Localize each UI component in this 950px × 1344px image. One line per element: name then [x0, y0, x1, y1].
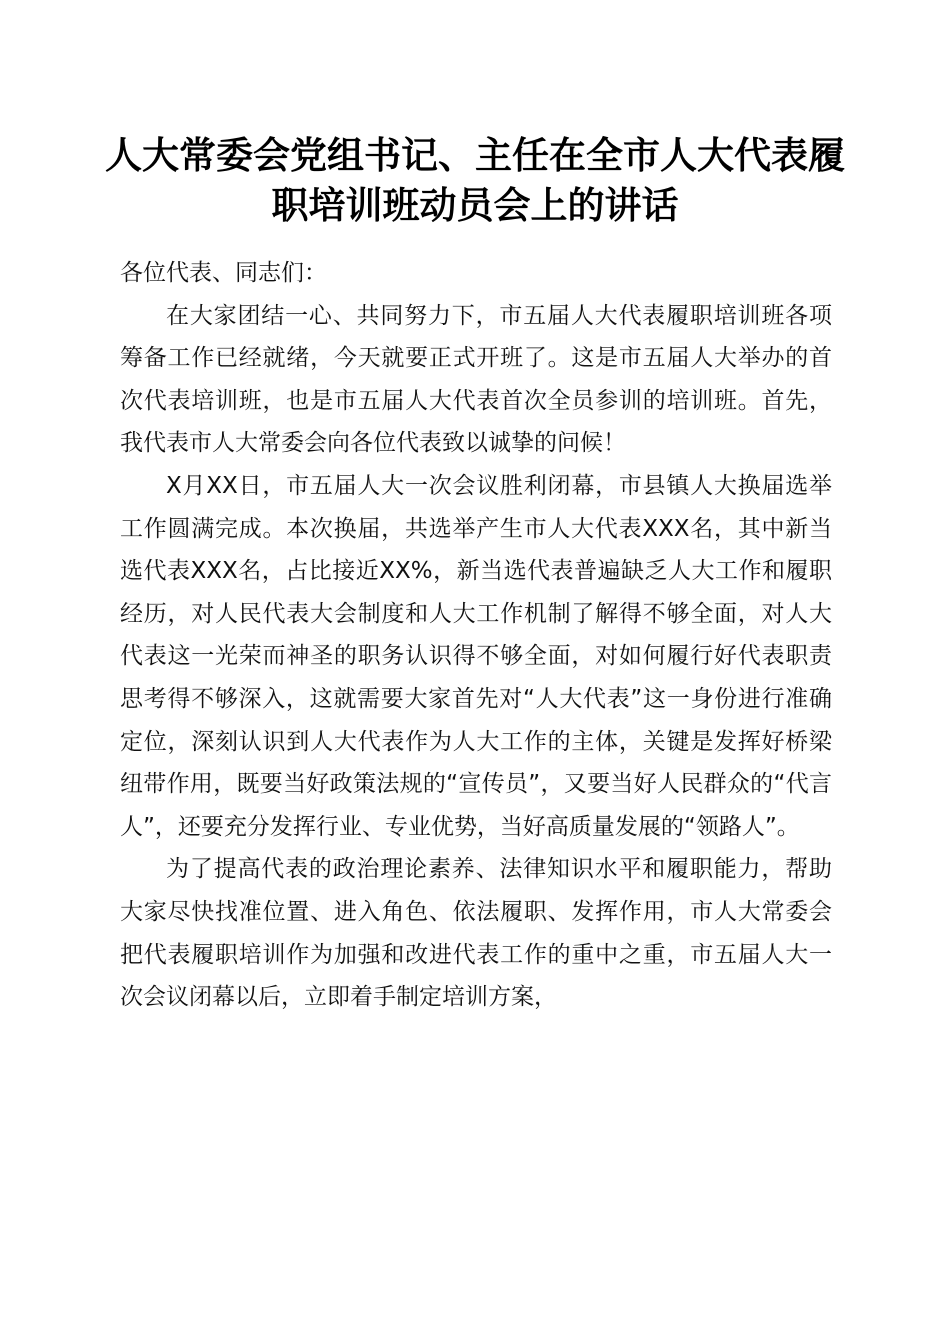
paragraph-1: 在大家团结一心、共同努力下，市五届人大代表履职培训班各项筹备工作已经就绪，今天就要正式开班了。这是市五届人大举办的首次代表培训班，也是市五届人大代表首次全员参训的培训班。首先，我代表市人大常委会向各位代表致以诚挚的问候！ [120, 302, 832, 457]
document-title [100, 130, 850, 230]
title-line-2: 职培训班动员会上的讲话 [271, 183, 679, 227]
salutation: 各位代表、同志们： [120, 260, 327, 286]
paragraph-3: 为了提高代表的政治理论素养、法律知识水平和履职能力，帮助大家尽快找准位置、进入角色、依法履职、发挥作用，市人大常委会把代表履职培训作为加强和改进代表工作的重中之重，市五届人大一次会议闭幕以后，立即着手制定培训方案， [120, 856, 832, 1011]
document-body [120, 252, 832, 1019]
title-line-1: 人大常委会党组书记、主任在全市人大代表履 [105, 133, 845, 177]
paragraph-2: X月XX日，市五届人大一次会议胜利闭幕，市县镇人大换届选举工作圆满完成。本次换届，共选举产生市人大代表XXX名，其中新当选代表XXX名，占比接近XX%，新当选代表普遍缺乏人大工作和履职经历，对人民代表大会制度和人大工作机制了解得不够全面，对人大代表这一光荣而神圣的职务认识得不够全面，对如何履行好代表职责思考得不够深入，这就需要大家首先对“人大代表”这一身份进行准确定位，深刻认识到人大代表作为人大工作的主体，关键是发挥好桥梁纽带作用，既要当好政策法规的“宣传员”，又要当好人民群众的“代言人”，还要充分发挥行业、专业优势，当好高质量发展的“领路人”。 [120, 472, 832, 840]
